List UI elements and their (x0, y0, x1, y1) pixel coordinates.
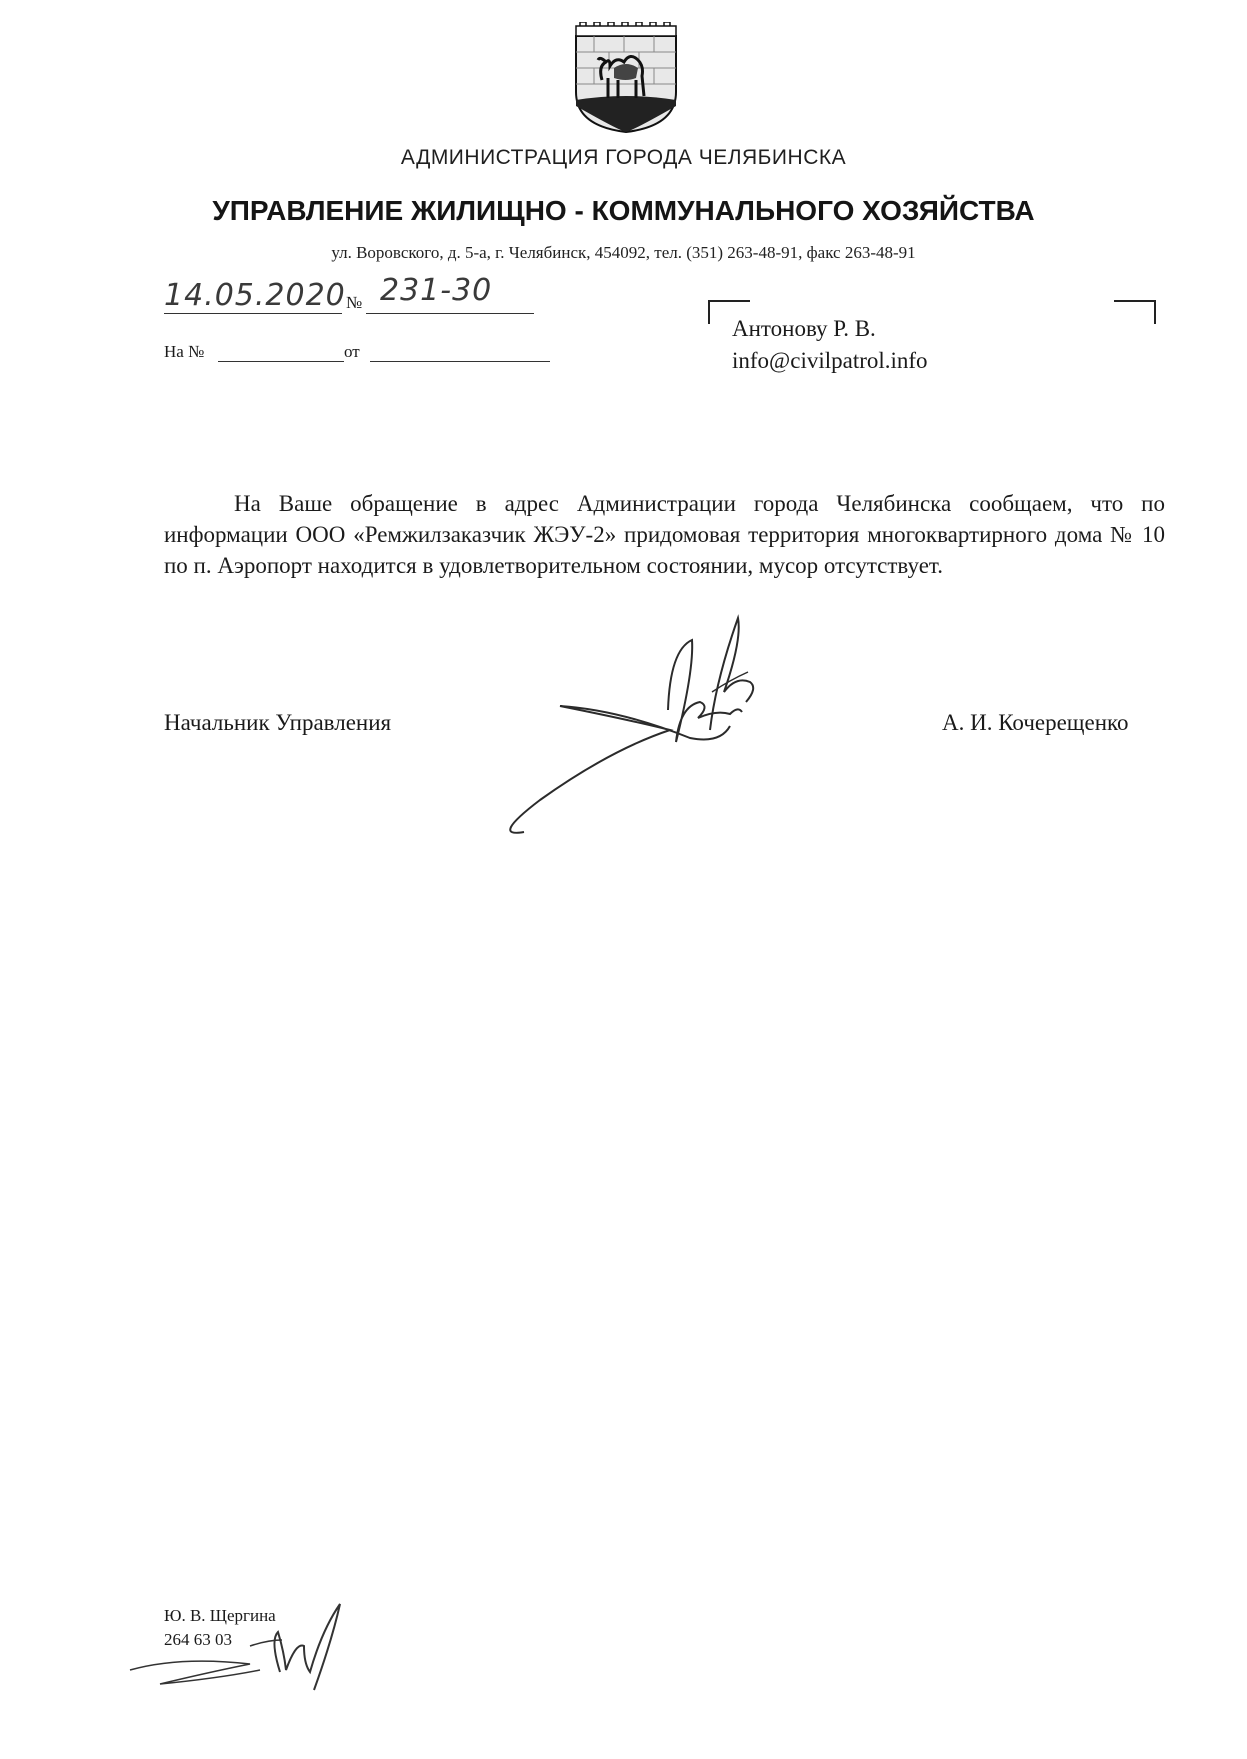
reply-to-label: На № (164, 342, 205, 361)
date-underline (164, 313, 342, 314)
executor-signature-mark (100, 1600, 380, 1710)
reply-number-blank (218, 361, 344, 362)
number-underline (366, 313, 534, 314)
department-address: ул. Воровского, д. 5-а, г. Челябинск, 454092, тел. (351) 263-48-91, факс 263-48-91 (331, 243, 916, 262)
coat-of-arms-icon (574, 22, 678, 134)
letter-body-text: На Ваше обращение в адрес Администрации города Челябинска сообщаем, что по информации ООО «Ремжилзаказчик ЖЭУ-2» придомовая территория многоквартирного дома № 10 по п. Аэропорт находится в удовлетворительном состоянии, мусор отсутствует. (164, 491, 1165, 578)
registration-number-label: № (346, 293, 363, 312)
letter-body (164, 488, 1165, 581)
executor-phone: 264 63 03 (164, 1630, 232, 1649)
executor-name: Ю. В. Щергина (164, 1606, 276, 1625)
recipient-name: Антонову Р. В. (732, 316, 876, 341)
reply-date-blank (370, 361, 550, 362)
registration-number: 231-30 (380, 273, 493, 308)
reply-from-label: от (344, 342, 360, 361)
recipient-email: info@civilpatrol.info (732, 348, 928, 373)
administration-title: АДМИНИСТРАЦИЯ ГОРОДА ЧЕЛЯБИНСКА (400, 146, 847, 169)
signatory-title: Начальник Управления (164, 710, 392, 735)
signatory-name: А. И. Кочерещенко (942, 710, 1129, 735)
signature-mark (480, 610, 840, 845)
registration-date: 14.05.2020 (164, 278, 346, 313)
address-corner-right (1114, 300, 1156, 324)
department-title: УПРАВЛЕНИЕ ЖИЛИЩНО - КОММУНАЛЬНОГО ХОЗЯЙСТВА (212, 195, 1035, 226)
